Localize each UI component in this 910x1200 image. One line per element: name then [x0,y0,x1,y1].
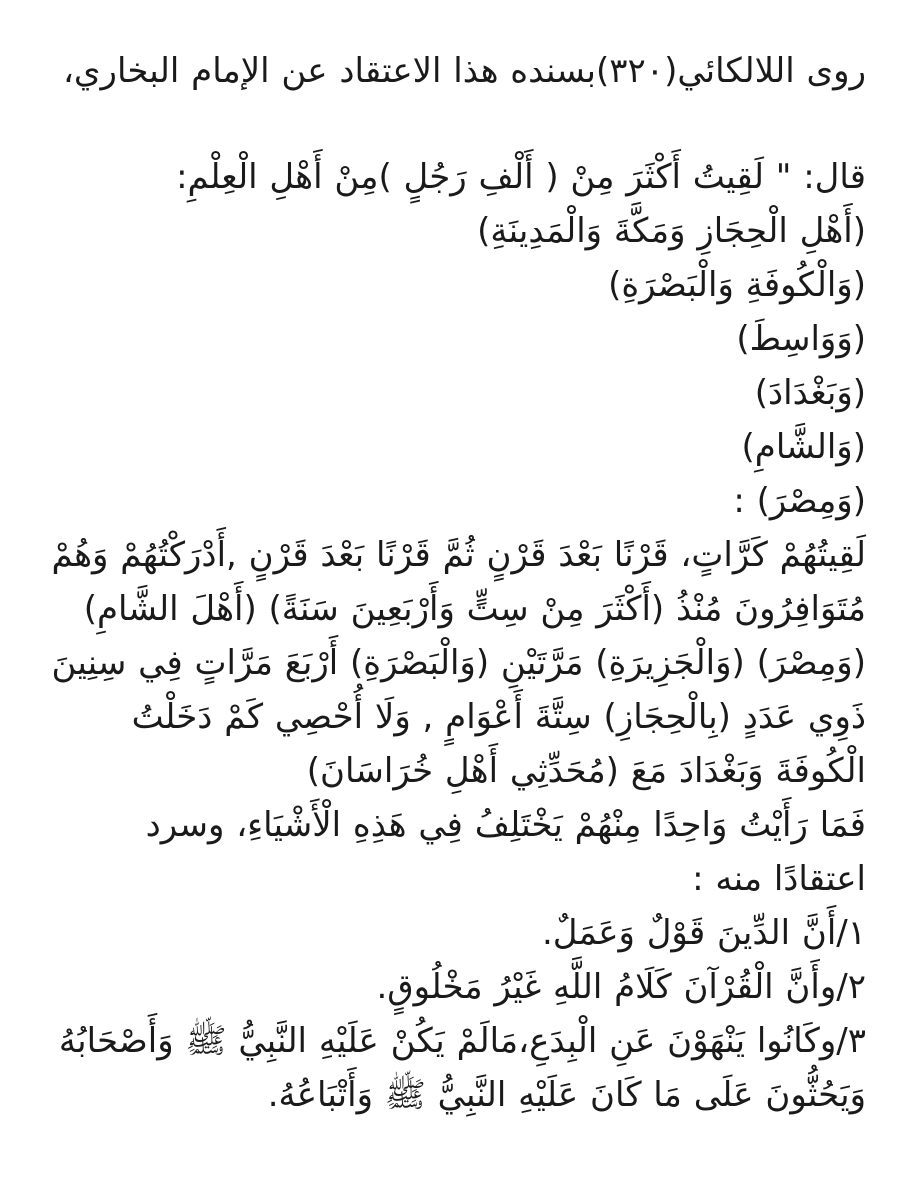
region-hijaz-line: (أَهْلِ الْحِجَازِ وَمَكَّةَ وَالْمَدِينَةِ) [477,211,866,251]
paragraph-line-5: الْكُوفَةَ وَبَغْدَادَ مَعَ (مُحَدِّثِي أَهْلِ خُرَاسَانَ) [306,751,866,791]
paragraph-line-6: فَمَا رَأَيْتُ وَاحِدًا مِنْهُمْ يَخْتَلِفُ فِي هَذِهِ الْأَشْيَاءِ، وسرد [145,805,866,845]
paragraph-line-7: اعتقادًا منه : [692,859,866,899]
blank-line [40,98,866,150]
region-kufa-basra-line: (وَالْكُوفَةِ وَالْبَصْرَةِ) [608,265,866,305]
paragraph-line-1: لَقِيتُهُمْ كَرَّاتٍ، قَرْنًا بَعْدَ قَرْنٍ ثُمَّ قَرْنًا بَعْدَ قَرْنٍ ,أَدْرَكْتُهُمْ وَهُمْ [51,535,866,575]
point-2-line: ٢/وأَنَّ الْقُرْآنَ كَلَامُ اللَّهِ غَيْرُ مَخْلُوقٍ. [376,967,866,1007]
region-wasit-line: (وَوَاسِطَ) [736,319,866,359]
paragraph-line-2: مُتَوَافِرُونَ مُنْذُ (أَكْثَرَ مِنْ سِتٍّ وَأَرْبَعِينَ سَنَةً) (أَهْلَ الشَّامِ) [83,589,866,629]
paragraph-line-3: (وَمِصْرَ) (وَالْجَزِيرَةِ) مَرَّتَيْنِ (وَالْبَصْرَةِ) أَرْبَعَ مَرَّاتٍ فِي سِنِينَ [51,643,866,683]
intro-line: روى اللالكائي(٣٢٠)بسنده هذا الاعتقاد عن الإمام البخاري، [62,51,866,91]
region-baghdad-line: (وَبَغْدَادَ) [754,373,866,413]
paragraph-line-4: ذَوِي عَدَدٍ (بِالْحِجَازِ) سِتَّةَ أَعْوَامٍ , وَلَا أُحْصِي كَمْ دَخَلْتُ [131,697,866,737]
region-sham-line: (وَالشَّامِ) [741,427,866,467]
region-egypt-line: (وَمِصْرَ) : [733,481,866,521]
quote-opening-line: قال: " لَقِيتُ أَكْثَرَ مِنْ ( أَلْفِ رَجُلٍ )مِنْ أَهْلِ الْعِلْمِ: [176,157,866,197]
point-3-line-1: ٣/وكَانُوا يَنْهَوْنَ عَنِ الْبِدَعِ،مَالَمْ يَكُنْ عَلَيْهِ النَّبِيُّ ﷺ وَأَصْحَابُهُ [58,1021,866,1061]
point-1-line: ١/أَنَّ الدِّينَ قَوْلٌ وَعَمَلٌ. [542,913,866,953]
point-3-line-2: وَيَحُثُّونَ عَلَى مَا كَانَ عَلَيْهِ النَّبِيُّ ﷺ وَأَتْبَاعُهُ. [267,1075,866,1115]
